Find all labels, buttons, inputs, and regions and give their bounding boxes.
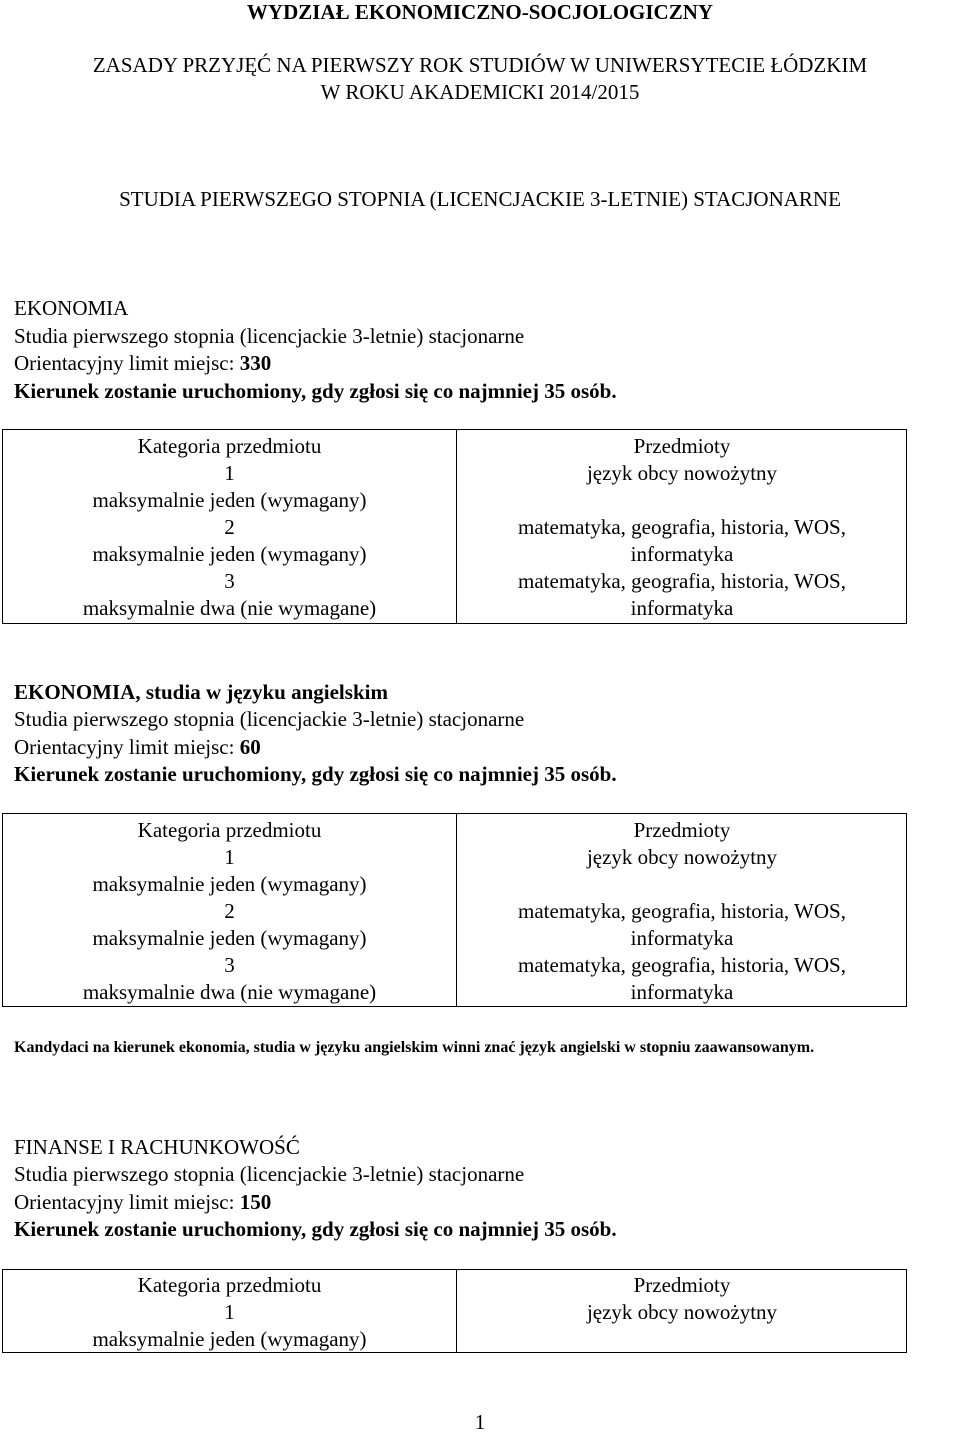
table-divider [456, 814, 457, 1006]
section-limit [14, 737, 261, 758]
subjects-list: matematyka, geografia, historia, WOS, [518, 515, 846, 539]
section-note: Kierunek zostanie uruchomiony, gdy zgłosi się co najmniej 35 osób. [14, 1217, 617, 1241]
section-description: Studia pierwszego stopnia (licencjackie 3-letnie) stacjonarne [14, 707, 525, 731]
subjects-list: język obcy nowożytny [586, 461, 778, 485]
subjects-list: język obcy nowożytny [586, 1300, 778, 1324]
page-number: 1 [474, 1410, 486, 1434]
limit-label: Orientacyjny limit miejsc: [14, 735, 240, 759]
study-type-heading: STUDIA PIERWSZEGO STOPNIA (LICENCJACKIE 3-LETNIE) STACJONARNE [119, 187, 841, 211]
section-limit [14, 1192, 271, 1213]
section-title: EKONOMIA, studia w języku angielskim [14, 680, 388, 704]
section-title: FINANSE I RACHUNKOWOŚĆ [14, 1135, 300, 1159]
subjects-list-cont: informatyka [630, 926, 734, 950]
category-rule: maksymalnie dwa (nie wymagane) [82, 980, 377, 1004]
category-number: 1 [224, 461, 235, 485]
document-title-line2: W ROKU AKADEMICKI 2014/2015 [320, 80, 640, 104]
category-number: 1 [224, 1300, 235, 1324]
limit-label: Orientacyjny limit miejsc: [14, 351, 240, 375]
subjects-table [2, 429, 907, 624]
category-rule: maksymalnie dwa (nie wymagane) [82, 596, 377, 620]
table-header-subjects: Przedmioty [633, 434, 731, 458]
category-number: 2 [224, 515, 235, 539]
section-note: Kierunek zostanie uruchomiony, gdy zgłosi się co najmniej 35 osób. [14, 762, 617, 786]
table-header-category: Kategoria przedmiotu [137, 818, 322, 842]
limit-value: 330 [239, 351, 272, 375]
category-number: 1 [224, 845, 235, 869]
subjects-list: matematyka, geografia, historia, WOS, [518, 899, 846, 923]
subjects-list-cont: informatyka [630, 596, 734, 620]
category-rule: maksymalnie jeden (wymagany) [92, 488, 367, 512]
subjects-list: matematyka, geografia, historia, WOS, [518, 569, 846, 593]
section-description: Studia pierwszego stopnia (licencjackie 3-letnie) stacjonarne [14, 1162, 525, 1186]
table-header-subjects: Przedmioty [633, 1273, 731, 1297]
subjects-list-cont: informatyka [630, 542, 734, 566]
limit-value: 60 [239, 735, 261, 759]
category-rule: maksymalnie jeden (wymagany) [92, 542, 367, 566]
section-limit [14, 353, 271, 374]
section-title: EKONOMIA [14, 296, 129, 320]
table-header-category: Kategoria przedmiotu [137, 434, 322, 458]
subjects-table [2, 1269, 907, 1353]
subjects-list: matematyka, geografia, historia, WOS, [518, 953, 846, 977]
section-note: Kierunek zostanie uruchomiony, gdy zgłosi się co najmniej 35 osób. [14, 379, 617, 403]
table-header-subjects: Przedmioty [633, 818, 731, 842]
language-requirement-note: Kandydaci na kierunek ekonomia, studia w języku angielskim winni znać język angielski w stopniu zaawansowanym. [14, 1039, 815, 1056]
category-rule: maksymalnie jeden (wymagany) [92, 872, 367, 896]
subjects-table [2, 813, 907, 1007]
limit-value: 150 [239, 1190, 272, 1214]
table-divider [456, 1270, 457, 1352]
subjects-list: język obcy nowożytny [586, 845, 778, 869]
category-rule: maksymalnie jeden (wymagany) [92, 1327, 367, 1351]
table-header-category: Kategoria przedmiotu [137, 1273, 322, 1297]
faculty-title: WYDZIAŁ EKONOMICZNO-SOCJOLOGICZNY [246, 0, 714, 24]
category-number: 3 [224, 953, 235, 977]
table-divider [456, 430, 457, 623]
limit-label: Orientacyjny limit miejsc: [14, 1190, 240, 1214]
category-rule: maksymalnie jeden (wymagany) [92, 926, 367, 950]
category-number: 2 [224, 899, 235, 923]
section-description: Studia pierwszego stopnia (licencjackie 3-letnie) stacjonarne [14, 324, 525, 348]
document-title-line1: ZASADY PRZYJĘĆ NA PIERWSZY ROK STUDIÓW W UNIWERSYTECIE ŁÓDZKIM [92, 53, 868, 77]
category-number: 3 [224, 569, 235, 593]
subjects-list-cont: informatyka [630, 980, 734, 1004]
